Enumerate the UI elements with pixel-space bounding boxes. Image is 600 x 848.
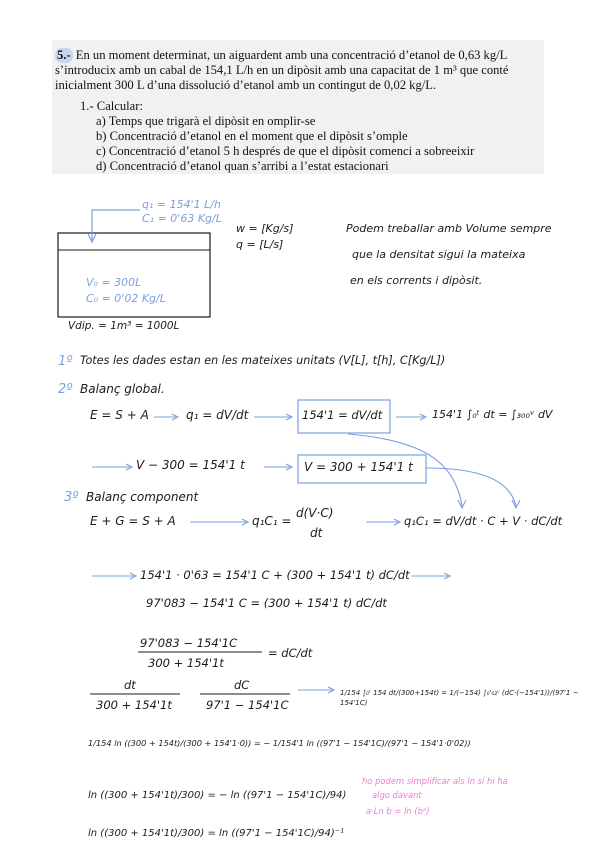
eq-comp-dt: dt — [310, 526, 323, 540]
step2-text: Balanç global. — [80, 382, 165, 396]
eq-sep-right-num: dC — [234, 678, 250, 692]
eq-frac-rhs: = dC/dt — [268, 646, 313, 660]
problem-section: 1.- Calcular: — [80, 99, 143, 113]
eq-frac-den: 300 + 154'1t — [148, 656, 224, 670]
problem-item-b: b) Concentració d’etanol en el moment que el dipòsit s’omple — [96, 129, 408, 143]
eq-comp-dvc: d(V·C) — [296, 506, 334, 520]
eq-ln1: 1/154 ln ((300 + 154t)/(300 + 154'1·0)) = − 1/154'1 ln ((97'1 − 154'1C)/(97'1 − 154'1·0'02)) — [88, 738, 471, 748]
step3-label: 3º — [64, 490, 79, 505]
step1-text: Totes les dades estan en les mateixes unitats (V[L], t[h], C[Kg/L]) — [80, 354, 446, 367]
problem-item-c: c) Concentració d’etanol 5 h després de que el dipòsit comenci a sobreeixir — [96, 144, 475, 158]
eq-boxed2: V = 300 + 154'1 t — [304, 460, 413, 474]
eq-v-minus: V − 300 = 154'1 t — [136, 458, 245, 472]
step1-label: 1º — [58, 354, 73, 369]
tank-v0: V₀ = 300L — [86, 276, 142, 289]
eq-integral: 154'1 ∫₀ᵗ dt = ∫₃₀₀ᵛ dV — [432, 408, 553, 421]
eq-comp-q1c1: q₁C₁ = — [252, 514, 292, 528]
remark-line3: en els corrents i dipòsit. — [350, 274, 483, 287]
eq-ln2: ln ((300 + 154'1t)/300) = − ln ((97'1 − 154'1C)/94) — [88, 790, 347, 801]
inflow-arrow — [92, 210, 140, 240]
remark-line1: Podem treballar amb Volume sempre — [346, 222, 552, 235]
eq-sub2: 97'083 − 154'1 C = (300 + 154'1 t) dC/dt — [146, 596, 387, 610]
problem-item-a: a) Temps que trigarà el dipòsit en omplir-se — [96, 114, 316, 128]
pink-note-line1: ho podem simplificar als ln si hi ha — [362, 776, 508, 786]
eq-frac-num: 97'083 − 154'1C — [140, 636, 238, 650]
eq-ln3: ln ((300 + 154'1t)/300) = ln ((97'1 − 154'1C)/94)⁻¹ — [88, 828, 345, 839]
eq-sep-left-num: dt — [124, 678, 136, 692]
problem-text: En un moment determinat, un aiguardent amb una concentració d’etanol de 0,63 kg/L s’introducix amb un cabal de 154,1 L/h en un dipòsit amb una capacitat de 1 m³ que conté inicialment 300 L d’una dissolució d’etanol amb un contingut de 0,02 kg/L. — [55, 48, 509, 92]
problem-number: 5.- — [57, 48, 71, 62]
eq-sep-left-den: 300 + 154'1t — [96, 698, 172, 712]
eq-sep-right-den: 97'1 − 154'1C — [206, 698, 289, 712]
pink-note-line2: algo davant — [372, 790, 422, 800]
step2-label: 2º — [58, 382, 73, 397]
inflow-c-note: C₁ = 0'63 Kg/L — [142, 212, 222, 225]
tank-c0: C₀ = 0'02 Kg/L — [86, 292, 166, 305]
eq-comp-rhs: q₁C₁ = dV/dt · C + V · dC/dt — [404, 514, 563, 528]
eq-comp-balance: E + G = S + A — [90, 514, 176, 528]
step3-text: Balanç component — [86, 490, 199, 504]
eq-int2: 1/154 ∫₀ᵗ 154 dt/(300+154t) = 1/(−154) ∫₀'₀₂ᶜ (dC·(−154'1))/(97'1 − 154'1C) — [340, 689, 579, 707]
inflow-q-note: q₁ = 154'1 L/h — [142, 198, 221, 211]
problem-item-d: d) Concentració d’etanol quan s’arribi a l’estat estacionari — [96, 159, 389, 173]
eq-sub1: 154'1 · 0'63 = 154'1 C + (300 + 154'1 t) dC/dt — [140, 568, 410, 582]
eq-balance: E = S + A — [90, 408, 149, 422]
eq-q1: q₁ = dV/dt — [186, 408, 249, 422]
eq-boxed1: 154'1 = dV/dt — [302, 408, 383, 422]
pink-note-line3: a·Ln b = ln (bᵃ) — [366, 806, 430, 816]
remark-line2: que la densitat sigui la mateixa — [352, 248, 526, 261]
units-w: w = [Kg/s] — [236, 222, 294, 235]
units-q: q = [L/s] — [236, 238, 284, 251]
tank-vdip: Vdip. = 1m³ = 1000L — [68, 320, 180, 332]
